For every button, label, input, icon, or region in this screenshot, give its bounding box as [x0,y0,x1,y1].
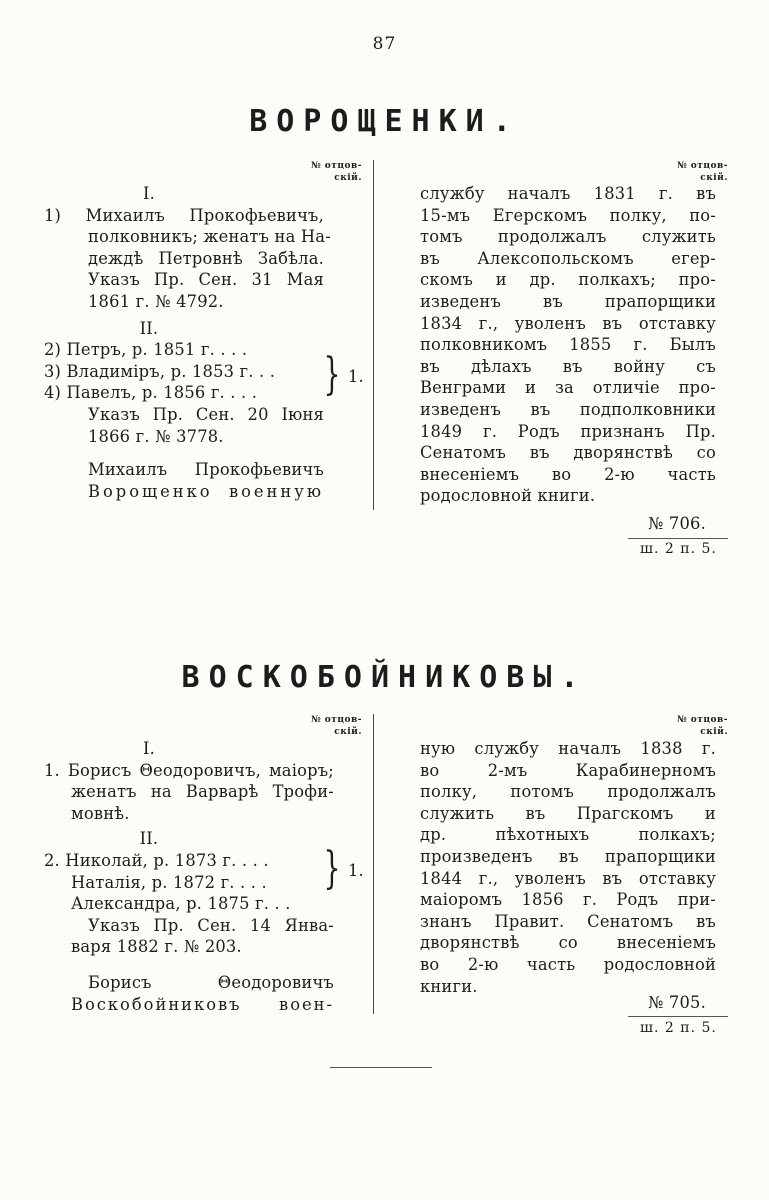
children-parent-ref: 1. [348,367,364,386]
child-line: 2) Петръ, р. 1851 г. . . . [44,340,248,360]
ukaz-line: 1866 г. № 3778. [88,426,224,446]
history-line: родословной книги. [420,486,596,506]
column-divider [373,714,374,1014]
history-line: ную службу началъ 1838 г. [420,739,716,758]
history-line: Михаилъ Прокофьевичъ [88,460,324,480]
child-line: 3) Владиміръ, р. 1853 г. . . [44,361,276,381]
history-line: Воскобойниковъ воен- [71,994,334,1014]
generation-label: I. [142,739,155,758]
history-line: дворянствѣ со внесеніемъ [420,933,716,953]
col-header-left: № отцов- скій. [310,161,362,183]
history-line: знанъ Правит. Сенатомъ въ [420,911,716,931]
history-line: изведенъ въ прапорщики [420,291,716,311]
history-line: служить въ Прагскомъ и [420,803,716,823]
history-line: Венграми и за отличіе про- [420,378,716,398]
history-line: 15-мъ Егерскомъ полку, по- [420,205,716,225]
column-divider [373,160,374,510]
history-line: книги. [420,976,478,996]
archive-signature: ш. 2 п. 5. [640,541,717,557]
history-line: во 2-мъ Карабинерномъ [420,760,716,780]
section-title-voskoboynikovy: ВОСКОБОЙНИКОВЫ. [181,660,588,695]
entry-line: 1. Борисъ Θеодоровичъ, маіоръ; [44,760,334,780]
entry-line: женатъ на Варварѣ Трофи- [71,782,334,802]
brace-icon: } [323,349,341,400]
section-end-rule [330,1067,432,1068]
col-header-left: № отцов- скій. [310,715,362,737]
entry-line: мовнѣ. [71,803,130,823]
col-header-right: № отцов- скій. [676,161,728,183]
child-line: Наталія, р. 1872 г. . . . [71,872,267,892]
ukaz-line: Указъ Пр. Сен. 20 Іюня [88,404,324,424]
child-line: Александра, р. 1875 г. . . [71,894,291,914]
ukaz-line: варя 1882 г. № 203. [71,937,242,957]
record-number: № 705. [647,993,706,1012]
history-line: томъ продолжалъ служить [420,227,716,247]
history-line: полковникомъ 1855 г. Былъ [420,335,716,355]
entry-line: Указъ Пр. Сен. 31 Мая [88,270,324,290]
history-line: въ Алексопольскомъ егер- [420,248,716,268]
history-line: 1844 г., уволенъ въ отставку [420,868,716,888]
history-line: скомъ и др. полкахъ; про- [420,270,716,290]
entry-line: 1861 г. № 4792. [88,291,224,311]
left-column [44,738,334,1015]
history-line: произведенъ въ прапорщики [420,846,716,866]
history-line: Борисъ Θеодоровичъ [88,972,334,992]
brace-icon: } [323,843,341,894]
archive-signature: ш. 2 п. 5. [640,1020,717,1036]
history-line: внесеніемъ во 2-ю часть [420,464,716,484]
history-line: 1834 г., уволенъ въ отставку [420,313,716,333]
col-header-right: № отцов- скій. [676,715,728,737]
history-line: службу началъ 1831 г. въ [420,184,716,203]
right-column [420,738,716,997]
child-line: 4) Павелъ, р. 1856 г. . . . [44,383,258,403]
ukaz-line: Указъ Пр. Сен. 14 Янва- [88,915,334,935]
history-line: изведенъ въ подполковники [420,399,716,419]
history-line: Сенатомъ въ дворянствѣ со [420,443,716,463]
history-line: др. пѣхотныхъ полкахъ; [420,825,716,845]
divider-line [628,1016,728,1017]
page-number: 87 [372,34,397,54]
generation-label: I. [142,184,155,203]
entry-line: деждѣ Петровнѣ Забѣла. [88,248,324,268]
entry-line: полковникъ; женатъ на На- [88,227,331,247]
generation-label: II. [139,829,159,849]
section-title-voroshchenki: ВОРОЩЕНКИ. [249,104,520,139]
left-column [44,183,331,502]
history-line: полку, потомъ продолжалъ [420,782,716,802]
right-column [420,183,716,507]
child-line: 2. Николай, р. 1873 г. . . . [44,850,269,870]
divider-line [628,538,728,539]
children-parent-ref: 1. [348,861,364,880]
generation-label: II. [139,318,159,338]
entry-line: 1) Михаилъ Прокофьевичъ, [44,205,324,225]
history-line: маіоромъ 1856 г. Родъ при- [420,890,716,910]
history-line: въ дѣлахъ въ войну съ [420,356,716,376]
history-line: во 2-ю часть родословной [420,954,716,974]
record-number: № 706. [647,514,706,533]
history-line: 1849 г. Родъ признанъ Пр. [420,421,716,441]
history-line: Ворощенко военную [88,481,324,501]
